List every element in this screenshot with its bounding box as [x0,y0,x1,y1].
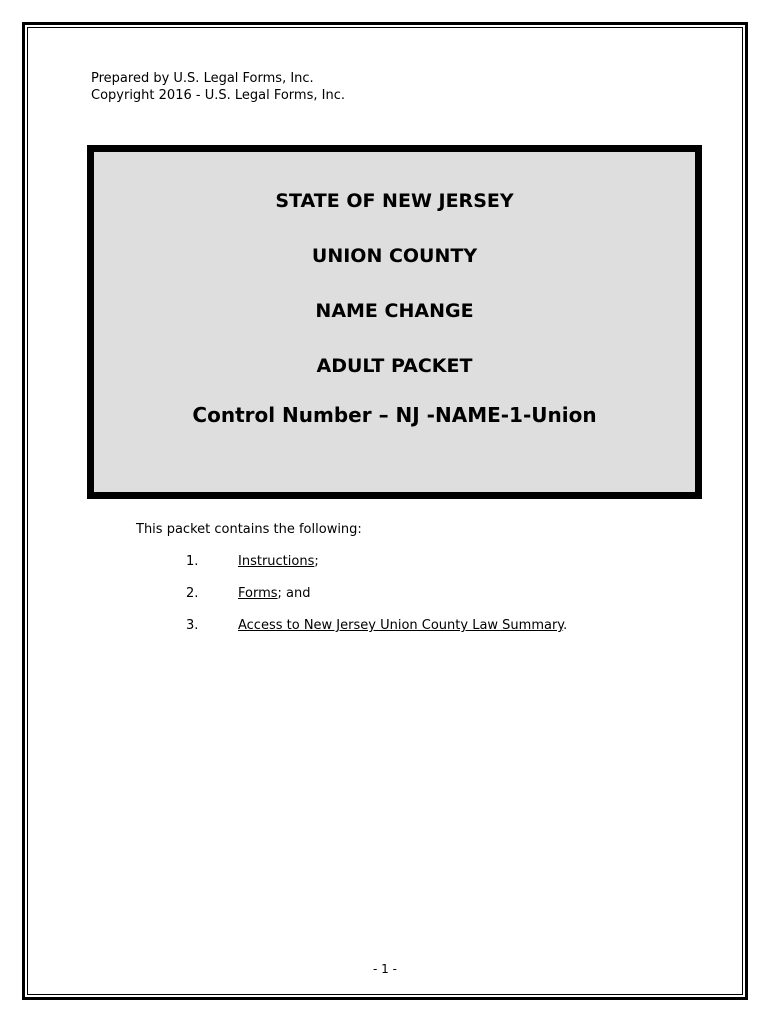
list-item [186,554,567,586]
copyright-text: Copyright 2016 - U.S. Legal Forms, Inc. [91,88,345,103]
title-box [87,145,702,499]
law-summary-link[interactable]: Access to New Jersey Union County Law Summary [238,618,564,633]
state-title: STATE OF NEW JERSEY [275,190,514,212]
contents-list [186,554,567,650]
list-item-suffix: ; and [277,586,311,601]
prepared-by-text: Prepared by U.S. Legal Forms, Inc. [91,71,314,86]
list-item-number: 3. [186,618,199,633]
contents-intro: This packet contains the following: [136,522,362,537]
preparer-notice [91,70,345,104]
instructions-link[interactable]: Instructions [238,554,315,569]
control-number: Control Number – NJ -NAME-1-Union [192,403,597,427]
forms-link[interactable]: Forms [238,586,278,601]
list-item [186,618,567,650]
subject-title: NAME CHANGE [315,300,474,322]
list-item-number: 1. [186,554,199,569]
list-item-suffix: ; [314,554,319,569]
list-item-suffix: . [563,618,568,633]
list-item [186,586,567,618]
list-item-number: 2. [186,586,199,601]
page-number: - 1 - [373,962,397,976]
county-title: UNION COUNTY [311,245,478,267]
packet-title: ADULT PACKET [316,355,473,377]
